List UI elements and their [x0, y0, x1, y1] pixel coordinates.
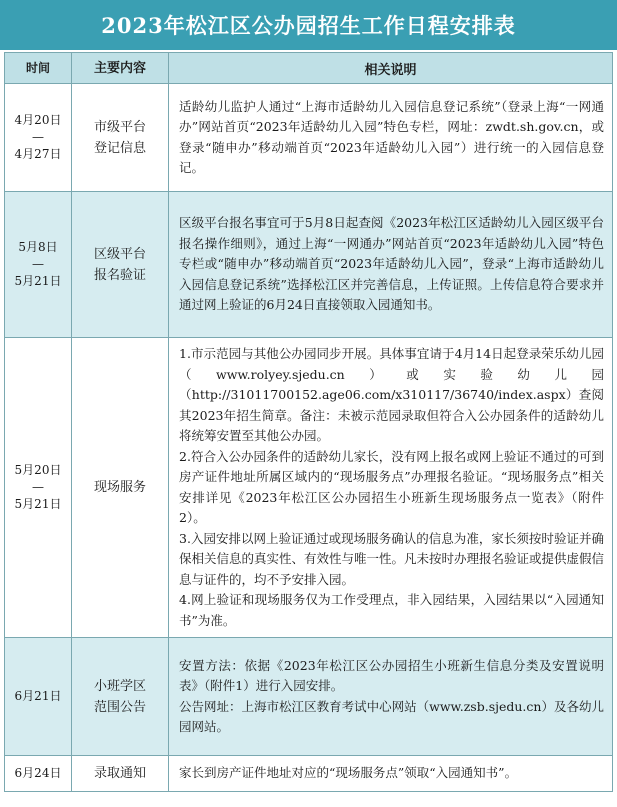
schedule-row — [5, 338, 613, 638]
schedule-table — [4, 52, 613, 792]
content-line: 登记信息 — [93, 140, 146, 156]
time-dash: — — [32, 480, 44, 494]
row-content — [72, 192, 169, 338]
row-time — [5, 338, 72, 638]
schedule-row — [5, 84, 613, 192]
description-paragraph: 3.入园安排以网上验证通过或现场服务确认的信息为准，家长须按时验证并确保相关信息的真实性、有效性与唯一性。凡未按时办理报名验证或提供虚假信息与证件的，均不予安排入园。 — [179, 530, 605, 587]
schedule-row — [5, 192, 613, 338]
time-date: 5月20日 — [14, 463, 62, 477]
description-paragraph: 4.网上验证和现场服务仅为工作受理点，非入园结果，入园结果以“入园通知书”为准。 — [179, 592, 604, 628]
schedule-row — [5, 638, 613, 756]
time-dash: — — [32, 130, 44, 144]
time-date: 5月21日 — [14, 497, 62, 511]
time-date: 5月21日 — [14, 274, 62, 288]
row-time — [5, 192, 72, 338]
description-paragraph: 安置方法：依据《2023年松江区公办园招生小班新生信息分类及安置说明表》（附件1）进行入园安排。 — [179, 657, 604, 693]
description-paragraph: 1.市示范园与其他公办园同步开展。具体事宜请于4月14日起登录荣乐幼儿园（www.rolyey.sjedu.cn）或实验幼儿园（http://31011700152.age06.com/x310117/36740/index.aspx）查阅其2023年招生简章。备注：未被示范园录取但符合入公办园条件的适龄幼儿将统筹安置至其他公办园。 — [179, 346, 604, 443]
row-description — [169, 84, 613, 192]
row-content — [72, 756, 169, 792]
header-row — [5, 53, 613, 84]
content-line: 市级平台 — [93, 119, 146, 135]
row-content — [72, 338, 169, 638]
description-paragraph: 家长到房产证件地址对应的“现场服务点”领取“入园通知书”。 — [179, 765, 518, 781]
header-content: 主要内容 — [72, 53, 169, 84]
header-desc: 相关说明 — [169, 53, 613, 84]
page-title: 2023年松江区公办园招生工作日程安排表 — [0, 0, 617, 50]
content-line: 范围公告 — [93, 699, 146, 715]
content-line: 录取通知 — [93, 766, 146, 781]
content-line: 现场服务 — [93, 480, 146, 495]
row-description — [169, 638, 613, 756]
row-description — [169, 338, 613, 638]
time-dash: — — [32, 257, 44, 271]
row-time — [5, 756, 72, 792]
description-paragraph: 公告网址：上海市松江区教育考试中心网站（www.zsb.sjedu.cn）及各幼儿园网站。 — [179, 698, 604, 734]
time-date: 4月20日 — [14, 113, 62, 127]
row-description — [169, 756, 613, 792]
time-date: 6月21日 — [14, 689, 62, 703]
schedule-row — [5, 756, 613, 792]
time-date: 5月8日 — [18, 240, 58, 254]
content-line: 小班学区 — [93, 678, 146, 694]
time-date: 4月27日 — [14, 147, 62, 161]
description-paragraph: 区级平台报名事宜可于5月8日起查阅《2023年松江区适龄幼儿入园区级平台报名操作细则》，通过上海“一网通办”网站首页“2023年适龄幼儿入园”特色专栏或“随申办”移动端首页“2023年适龄幼儿入园”，登录“上海市适龄幼儿入园信息登记系统”选择松江区并完善信息，上传证照。上传信息符合要求并通过网上验证的6月24日直接领取入园通知书。 — [179, 215, 604, 313]
description-paragraph: 2.符合入公办园条件的适龄幼儿家长，没有网上报名或网上验证不通过的可到房产证件地址所属区域内的“现场服务点”办理报名验证。“现场服务点”相关安排详见《2023年松江区公办园招生小班新生现场服务点一览表》（附件2）。 — [179, 448, 604, 525]
time-date: 6月24日 — [14, 766, 62, 780]
row-content — [72, 84, 169, 192]
row-description — [169, 192, 613, 338]
row-time — [5, 84, 72, 192]
content-line: 报名验证 — [93, 267, 146, 283]
row-content — [72, 638, 169, 756]
description-paragraph: 适龄幼儿监护人通过“上海市适龄幼儿入园信息登记系统”（登录上海“一网通办”网站首页“2023年适龄幼儿入园”特色专栏，网址：zwdt.sh.gov.cn，或登录“随申办”移动端首页“2023年适龄幼儿入园”）进行统一的入园信息登记。 — [179, 98, 604, 175]
content-line: 区级平台 — [93, 246, 146, 262]
row-time — [5, 638, 72, 756]
header-time: 时间 — [5, 53, 72, 84]
